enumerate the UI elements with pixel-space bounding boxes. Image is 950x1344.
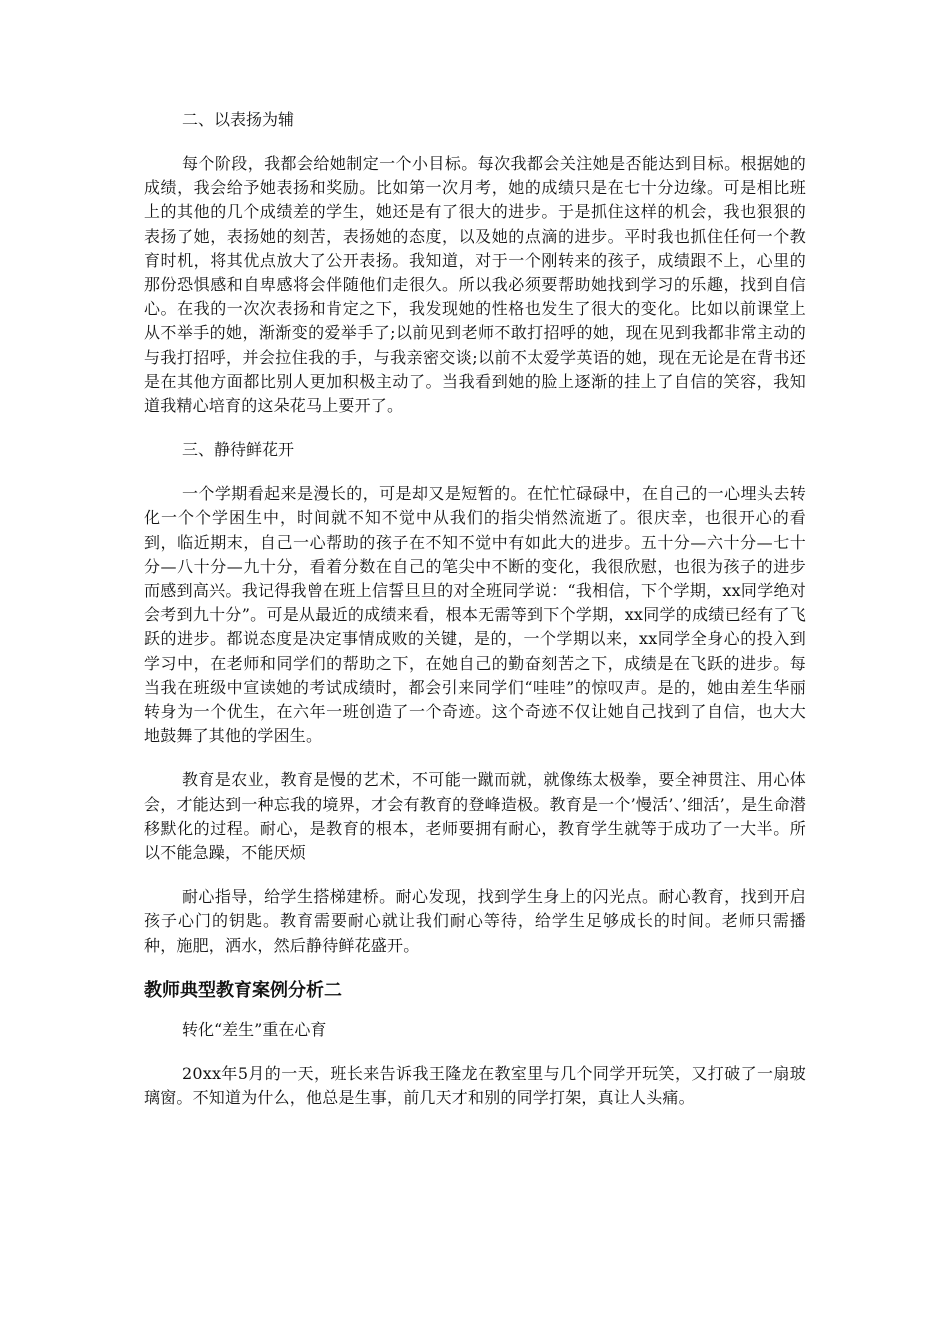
paragraph-incident: 20xx年5月的一天，班长来告诉我王隆龙在教室里与几个同学开玩笑，又打破了一扇玻璃窗。不知道为什么，他总是生事，前几天才和别的同学打架，真让人头痛。 bbox=[144, 1063, 806, 1108]
paragraph-patience: 教育是农业，教育是慢的艺术，不可能一蹴而就，就像练太极拳，要全神贯注、用心体会，才能达到一种忘我的境界，才会有教育的登峰造极。教育是一个’慢活’、’细活’，是生命潜移默化的过程。耐心，是教育的根本，老师要拥有耐心，教育学生就等于成功了一大半。所以不能急躁，不能厌烦 bbox=[144, 770, 806, 863]
subtitle-transform: 转化“差生”重在心育 bbox=[182, 1019, 327, 1039]
document-body bbox=[144, 108, 806, 1130]
paragraph-waiting: 一个学期看起来是漫长的，可是却又是短暂的。在忙忙碌碌中，在自己的一心埋头去转化一个个学困生中，时间就不知不觉中从我们的指尖悄然流逝了。很庆幸，也很开心的看到，临近期末，自己一心帮助的孩子在不知不觉中有如此大的进步。五十分—六十分—七十分—八十分—九十分，看着分数在自己的笔尖中不断的变化，我很欣慰，也很为孩子的进步而感到高兴。我记得我曾在班上信誓旦旦的对全班同学说：“我相信，下个学期，xx同学绝对会考到九十分”。可是从最近的成绩来看，根本无需等到下个学期，xx同学的成绩已经有了飞跃的进步。都说态度是决定事情成败的关键，是的，一个学期以来，xx同学全身心的投入到学习中，在老师和同学们的帮助之下，在她自己的勤奋刻苦之下，成绩是在飞跃的进步。每当我在班级中宣读她的考试成绩时，都会引来同学们“哇哇”的惊叹声。是的，她由差生华丽转身为一个优生，在六年一班创造了一个奇迹。这个奇迹不仅让她自己找到了自信，也大大地鼓舞了其他的学困生。 bbox=[144, 484, 806, 746]
paragraph-praise: 每个阶段，我都会给她制定一个小目标。每次我都会关注她是否能达到目标。根据她的成绩，我会给予她表扬和奖励。比如第一次月考，她的成绩只是在七十分边缘。可是相比班上的其他的几个成绩差的学生，她还是有了很大的进步。于是抓住这样的机会，我也狠狠的表扬了她，表扬她的刻苦，表扬她的态度，以及她的点滴的进步。平时我也抓住任何一个教育时机，将其优点放大了公开表扬。我知道，对于一个刚转来的孩子，成绩跟不上，心里的那份恐惧感和自卑感将会伴随他们走很久。所以我必须要帮助她找到学习的乐趣，找到自信心。在我的一次次表扬和肯定之下，我发现她的性格也发生了很大的变化。比如以前课堂上从不举手的她，渐渐变的爱举手了;以前见到老师不敢打招呼的她，现在见到我都非常主动的与我打招呼，并会拉住我的手，与我亲密交谈;以前不太爱学英语的她，现在无论是在背书还是在其他方面都比别人更加积极主动了。当我看到她的脸上逐渐的挂上了自信的笑容，我知道我精心培育的这朵花马上要开了。 bbox=[144, 154, 806, 416]
heading-3: 三、静待鲜花开 bbox=[182, 440, 295, 460]
section-title-case-two: 教师典型教育案例分析二 bbox=[144, 979, 342, 1001]
heading-2: 二、以表扬为辅 bbox=[182, 110, 295, 129]
paragraph-guidance: 耐心指导，给学生搭梯建桥。耐心发现，找到学生身上的闪光点。耐心教育，找到开启孩子心门的钥匙。教育需要耐心就让我们耐心等待，给学生足够成长的时间。老师只需播种，施肥，洒水，然后静待鲜花盛开。 bbox=[144, 887, 806, 955]
